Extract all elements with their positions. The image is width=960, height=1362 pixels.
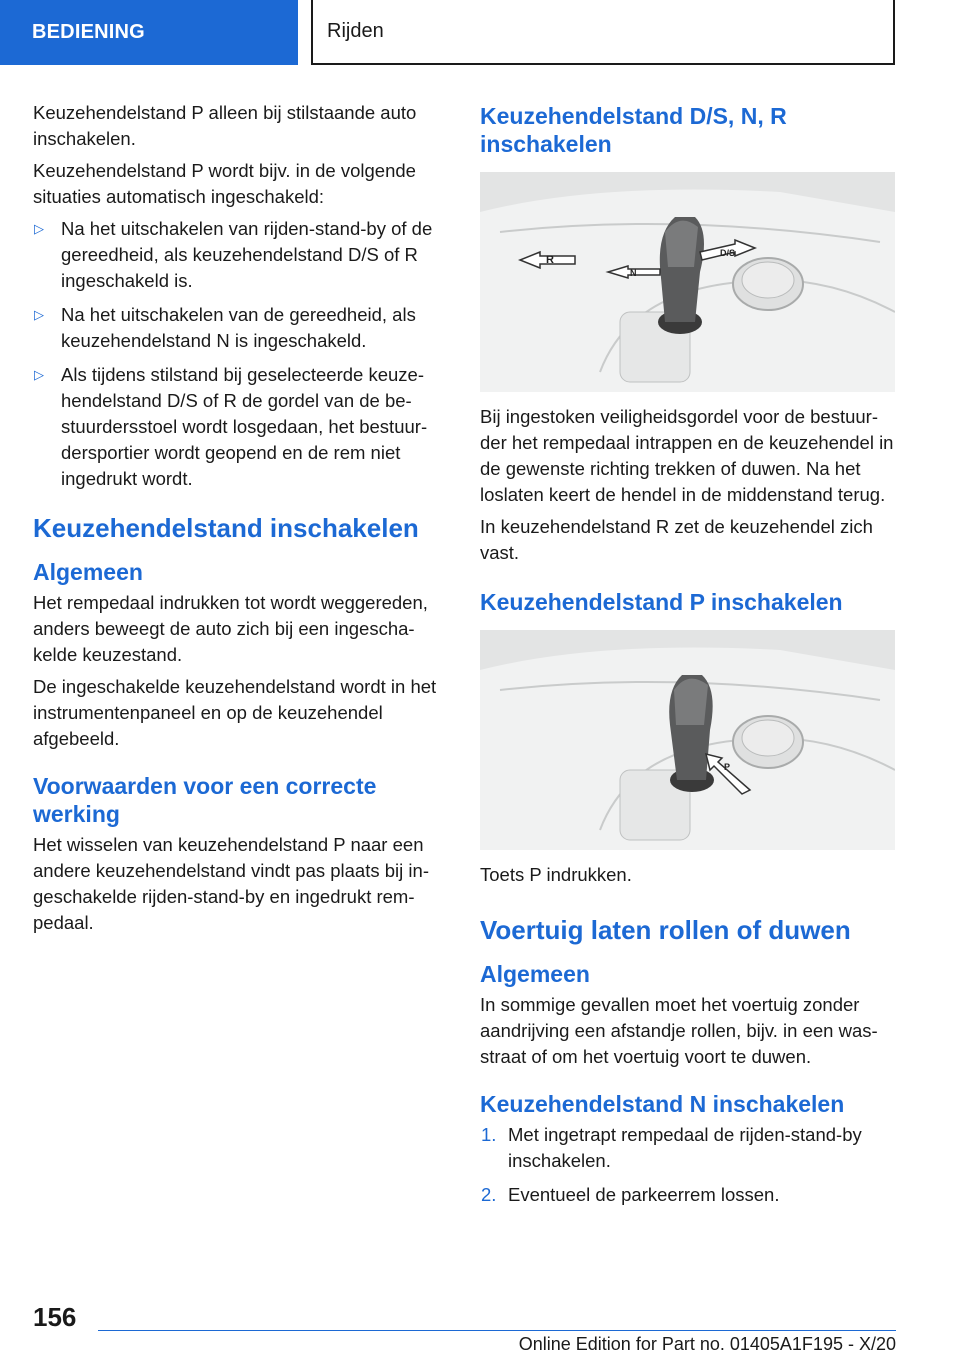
triangle-bullet-icon: ▷ bbox=[34, 367, 44, 382]
section-heading: Keuzehendelstand inschakelen bbox=[33, 513, 419, 543]
bullet-list bbox=[33, 216, 448, 492]
step-number: 1. bbox=[481, 1124, 497, 1145]
section-tab: BEDIENING bbox=[0, 0, 298, 65]
subheading: Voorwaarden voor een correcte werking bbox=[33, 773, 377, 827]
label-ds: D/S bbox=[720, 248, 736, 258]
paragraph: Het rempedaal indrukken tot wordt weggereden, anders beweegt de auto zich bij een ingeschakelde keuzestand. bbox=[33, 592, 428, 665]
paragraph: In keuzehendelstand R zet de keuzehendel zich vast. bbox=[480, 516, 873, 563]
paragraph: Het wisselen van keuzehendelstand P naar een andere keuzehendelstand vindt pas plaats bij ingeschakelde rijden-stand-by en ingedrukt rempedaal. bbox=[33, 834, 429, 933]
subheading: Keuzehendelstand P inschakelen bbox=[480, 589, 843, 615]
step-number: 2. bbox=[481, 1184, 497, 1205]
section-heading: Voertuig laten rollen of duwen bbox=[480, 915, 851, 945]
list-item: ▷ Na het uitschakelen van rijden-stand-by of de gereedheid, als keuzehendelstand D/S of R ingeschakeld is. bbox=[34, 218, 433, 291]
paragraph: De ingeschakelde keuzehendelstand wordt in het instrumentenpaneel en op de keuzehendel afgebeeld. bbox=[33, 676, 437, 749]
triangle-bullet-icon: ▷ bbox=[34, 307, 44, 322]
paragraph: In sommige gevallen moet het voertuig zonder aandrijving een afstandje rollen, bijv. in een wasstraat of om het voertuig voort te duwen. bbox=[480, 994, 878, 1067]
gear-selector-ds-n-r-illustration bbox=[480, 172, 895, 392]
numbered-list bbox=[480, 1122, 895, 1208]
gear-selector-p-button-illustration bbox=[480, 630, 895, 850]
list-item: ▷ Na het uitschakelen van de gereedheid, als keuzehendelstand N is ingeschakeld. bbox=[34, 304, 416, 351]
chapter-title: Rijden bbox=[311, 0, 895, 65]
triangle-bullet-icon: ▷ bbox=[34, 221, 44, 236]
label-n: N bbox=[630, 268, 637, 278]
subheading: Algemeen bbox=[33, 559, 143, 585]
right-column bbox=[480, 100, 895, 1216]
label-p: P bbox=[724, 762, 731, 772]
left-column bbox=[33, 100, 448, 942]
footer-divider bbox=[98, 1330, 896, 1331]
label-r: R bbox=[546, 254, 554, 266]
list-item: 1. Met ingetrapt rempedaal de rijden-stand-by inschakelen. bbox=[481, 1124, 862, 1171]
subheading: Keuzehendelstand N inschakelen bbox=[480, 1091, 845, 1117]
page-number: 156 bbox=[33, 1302, 77, 1332]
paragraph: Keuzehendelstand P alleen bij stilstaande auto inschakelen. bbox=[33, 102, 417, 149]
edition-info: Online Edition for Part no. 01405A1F195 - X/20 bbox=[518, 1334, 896, 1354]
paragraph: Toets P indrukken. bbox=[480, 864, 632, 885]
paragraph: Keuzehendelstand P wordt bijv. in de volgende situaties automatisch ingeschakeld: bbox=[33, 160, 416, 207]
subheading: Algemeen bbox=[480, 961, 590, 987]
subheading: Keuzehendelstand D/S, N, R inschakelen bbox=[480, 103, 787, 157]
list-item: ▷ Als tijdens stilstand bij geselecteerde keuzehendelstand D/S of R de gordel van de bestuurdersstoel wordt losgedaan, het bestuurdersportier wordt geopend en de rem niet ingedrukt wordt. bbox=[34, 364, 428, 489]
list-item: 2. Eventueel de parkeerrem lossen. bbox=[480, 1182, 895, 1208]
paragraph: Bij ingestoken veiligheidsgordel voor de bestuurder het rempedaal intrappen en de keuzehendel in de gewenste richting trekken of duwen. Na het loslaten keert de hendel in de middenstand terug. bbox=[480, 406, 894, 505]
